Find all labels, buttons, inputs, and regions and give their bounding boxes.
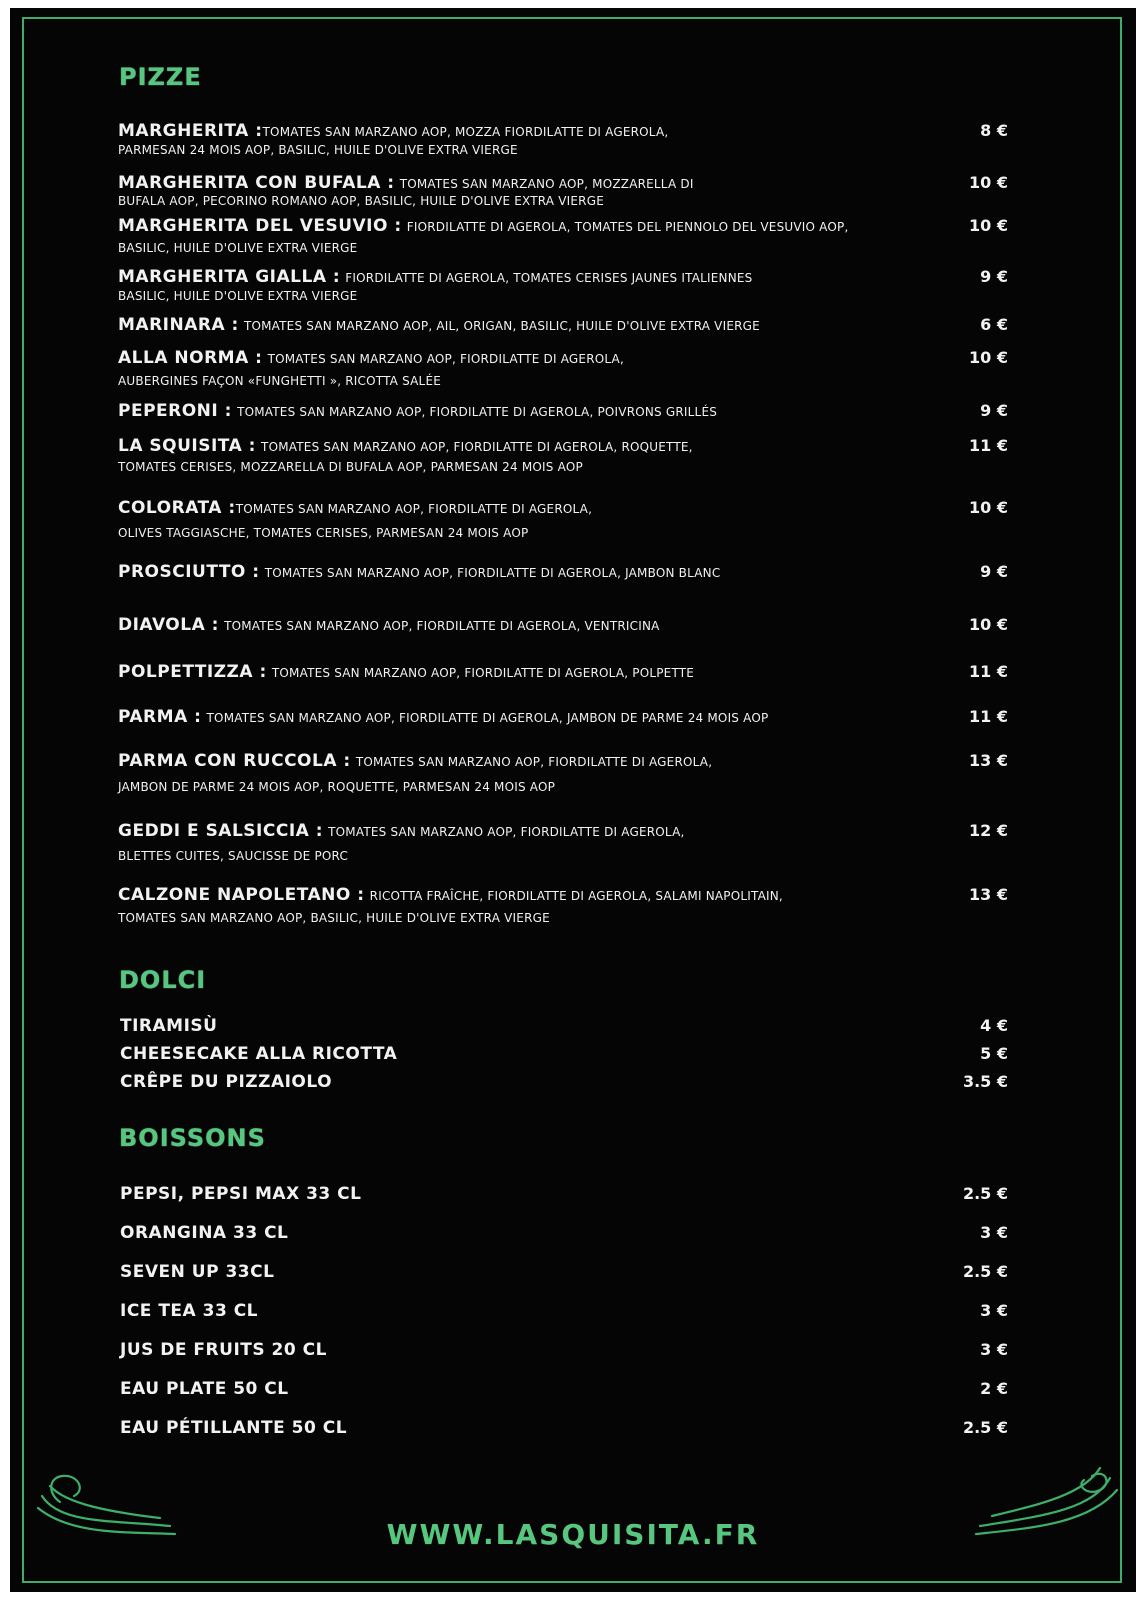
item-description-continued: JAMBON DE PARME 24 MOIS AOP, ROQUETTE, PARMESAN 24 MOIS AOP xyxy=(118,780,556,794)
menu-item-polpettizza xyxy=(118,662,1008,683)
menu-item-peperoni xyxy=(118,401,1008,422)
item-description-continued: TOMATES SAN MARZANO AOP, BASILIC, HUILE D'OLIVE EXTRA VIERGE xyxy=(118,911,550,925)
item-name: EAU PLATE 50 CL xyxy=(120,1379,289,1399)
menu-item-cheesecake xyxy=(120,1043,1008,1065)
item-price: 2 € xyxy=(980,1379,1008,1398)
item-description: TOMATES SAN MARZANO AOP, FIORDILATTE DI AGEROLA, JAMBON DE PARME 24 MOIS AOP xyxy=(206,711,769,725)
item-description: FIORDILATTE DI AGEROLA, TOMATES CERISES JAUNES ITALIENNES xyxy=(345,271,753,285)
item-name: EAU PÉTILLANTE 50 CL xyxy=(120,1418,348,1438)
item-description-continued: BUFALA AOP, PECORINO ROMANO AOP, BASILIC, HUILE D'OLIVE EXTRA VIERGE xyxy=(118,194,604,208)
item-price: 9 € xyxy=(980,267,1008,286)
menu-item-parma-con-ruccola xyxy=(118,751,1008,795)
item-price: 10 € xyxy=(969,615,1008,634)
item-name: COLORATA : xyxy=(118,498,236,518)
item-description-continued: BASILIC, HUILE D'OLIVE EXTRA VIERGE xyxy=(118,241,358,255)
item-name: JUS DE FRUITS 20 CL xyxy=(120,1340,327,1360)
menu-item-diavola xyxy=(118,615,1008,636)
item-description: RICOTTA FRAÎCHE, FIORDILATTE DI AGEROLA, SALAMI NAPOLITAIN, xyxy=(369,889,783,903)
item-name: MARGHERITA GIALLA : xyxy=(118,267,341,287)
item-description: TOMATES SAN MARZANO AOP, FIORDILATTE DI AGEROLA, xyxy=(328,825,685,839)
item-description: TOMATES SAN MARZANO AOP, FIORDILATTE DI AGEROLA, ROQUETTE, xyxy=(261,440,693,454)
menu-item-colorata xyxy=(118,498,1008,541)
item-description-continued: BLETTES CUITES, SAUCISSE DE PORC xyxy=(118,849,349,863)
item-price: 3.5 € xyxy=(962,1072,1008,1091)
item-price: 2.5 € xyxy=(962,1262,1008,1281)
item-description: TOMATES SAN MARZANO AOP, MOZZARELLA DI xyxy=(399,177,694,191)
item-price: 9 € xyxy=(980,401,1008,420)
item-description: TOMATES SAN MARZANO AOP, FIORDILATTE DI AGEROLA, POLPETTE xyxy=(271,666,695,680)
item-description-continued: OLIVES TAGGIASCHE, TOMATES CERISES, PARMESAN 24 MOIS AOP xyxy=(118,526,529,540)
item-description: TOMATES SAN MARZANO AOP, MOZZA FIORDILATTE DI AGEROLA, xyxy=(262,125,669,139)
item-name: PEPSI, PEPSI MAX 33 CL xyxy=(120,1184,362,1204)
menu-card xyxy=(10,8,1136,1592)
item-name: MARGHERITA CON BUFALA : xyxy=(118,173,395,193)
item-price: 4 € xyxy=(980,1016,1008,1035)
item-price: 3 € xyxy=(980,1301,1008,1320)
item-price: 11 € xyxy=(969,662,1008,681)
item-price: 3 € xyxy=(980,1223,1008,1242)
item-price: 12 € xyxy=(969,821,1008,840)
item-price: 13 € xyxy=(969,885,1008,904)
item-price: 6 € xyxy=(980,315,1008,334)
menu-item-orangina xyxy=(120,1222,1008,1244)
item-price: 11 € xyxy=(969,436,1008,455)
menu-item-eau-petillante xyxy=(120,1417,1008,1439)
menu-item-la-squisita xyxy=(118,436,1008,475)
item-name: ORANGINA 33 CL xyxy=(120,1223,289,1243)
item-price: 11 € xyxy=(969,707,1008,726)
item-price: 2.5 € xyxy=(962,1184,1008,1203)
item-price: 2.5 € xyxy=(962,1418,1008,1437)
item-name: MARGHERITA DEL VESUVIO : xyxy=(118,216,402,236)
item-name: SEVEN UP 33CL xyxy=(120,1262,275,1282)
item-name: TIRAMISÙ xyxy=(120,1016,218,1036)
item-price: 9 € xyxy=(980,562,1008,581)
section-title-boissons: BOISSONS xyxy=(119,1124,266,1152)
item-price: 10 € xyxy=(969,216,1008,235)
menu-item-crepe xyxy=(120,1071,1008,1093)
menu-item-calzone-napoletano xyxy=(118,885,1008,926)
menu-item-eau-plate xyxy=(120,1378,1008,1400)
item-name: GEDDI E SALSICCIA : xyxy=(118,821,324,841)
item-name: ICE TEA 33 CL xyxy=(120,1301,259,1321)
item-description: TOMATES SAN MARZANO AOP, FIORDILATTE DI AGEROLA, xyxy=(267,352,624,366)
item-description: TOMATES SAN MARZANO AOP, FIORDILATTE DI AGEROLA, xyxy=(235,502,593,516)
item-price: 8 € xyxy=(980,121,1008,140)
item-description: FIORDILATTE DI AGEROLA, TOMATES DEL PIENNOLO DEL VESUVIO AOP, xyxy=(406,220,849,234)
section-title-pizze: PIZZE xyxy=(119,63,202,91)
menu-item-margherita xyxy=(118,121,1008,158)
menu-item-margherita-gialla xyxy=(118,267,1008,304)
menu-item-tiramisu xyxy=(120,1015,1008,1037)
item-name: PARMA CON RUCCOLA : xyxy=(118,751,351,771)
item-name: ALLA NORMA : xyxy=(118,348,263,368)
item-description-continued: TOMATES CERISES, MOZZARELLA DI BUFALA AOP, PARMESAN 24 MOIS AOP xyxy=(118,460,583,474)
item-description-continued: BASILIC, HUILE D'OLIVE EXTRA VIERGE xyxy=(118,289,358,303)
item-price: 5 € xyxy=(980,1044,1008,1063)
item-name: CHEESECAKE ALLA RICOTTA xyxy=(120,1044,398,1064)
item-name: MARINARA : xyxy=(118,315,239,335)
menu-item-ice-tea xyxy=(120,1300,1008,1322)
item-name: PROSCIUTTO : xyxy=(118,562,260,582)
item-name: PARMA : xyxy=(118,707,202,727)
item-description: TOMATES SAN MARZANO AOP, FIORDILATTE DI AGEROLA, VENTRICINA xyxy=(224,619,660,633)
item-description: TOMATES SAN MARZANO AOP, FIORDILATTE DI AGEROLA, JAMBON BLANC xyxy=(264,566,721,580)
item-name: LA SQUISITA : xyxy=(118,436,256,456)
menu-item-prosciutto xyxy=(118,562,1008,583)
item-description: TOMATES SAN MARZANO AOP, AIL, ORIGAN, BASILIC, HUILE D'OLIVE EXTRA VIERGE xyxy=(243,319,760,333)
item-name: MARGHERITA : xyxy=(118,121,263,141)
item-name: DIAVOLA : xyxy=(118,615,219,635)
section-title-dolci: DOLCI xyxy=(119,966,207,994)
menu-item-jus-de-fruits xyxy=(120,1339,1008,1361)
menu-item-geddi-e-salsiccia xyxy=(118,821,1008,864)
item-price: 10 € xyxy=(969,173,1008,192)
menu-item-alla-norma xyxy=(118,348,1008,389)
website-url[interactable]: WWW.LASQUISITA.FR xyxy=(386,1518,760,1551)
item-name: CRÊPE DU PIZZAIOLO xyxy=(120,1072,333,1092)
item-name: POLPETTIZZA : xyxy=(118,662,267,682)
menu-item-pepsi xyxy=(120,1183,1008,1205)
menu-item-margherita-con-bufala xyxy=(118,173,1008,209)
menu-item-seven-up xyxy=(120,1261,1008,1283)
item-price: 3 € xyxy=(980,1340,1008,1359)
item-description: TOMATES SAN MARZANO AOP, FIORDILATTE DI AGEROLA, POIVRONS GRILLÉS xyxy=(237,405,718,419)
item-description: TOMATES SAN MARZANO AOP, FIORDILATTE DI AGEROLA, xyxy=(355,755,713,769)
item-price: 10 € xyxy=(969,348,1008,367)
menu-item-parma xyxy=(118,707,1008,728)
item-description-continued: PARMESAN 24 MOIS AOP, BASILIC, HUILE D'OLIVE EXTRA VIERGE xyxy=(118,143,518,157)
item-price: 13 € xyxy=(969,751,1008,770)
item-name: PEPERONI : xyxy=(118,401,232,421)
item-description-continued: AUBERGINES FAÇON «FUNGHETTI », RICOTTA SALÉE xyxy=(118,374,442,388)
menu-item-marinara xyxy=(118,315,1008,336)
item-price: 10 € xyxy=(969,498,1008,517)
menu-item-margherita-del-vesuvio xyxy=(118,216,1008,256)
item-name: CALZONE NAPOLETANO : xyxy=(118,885,365,905)
